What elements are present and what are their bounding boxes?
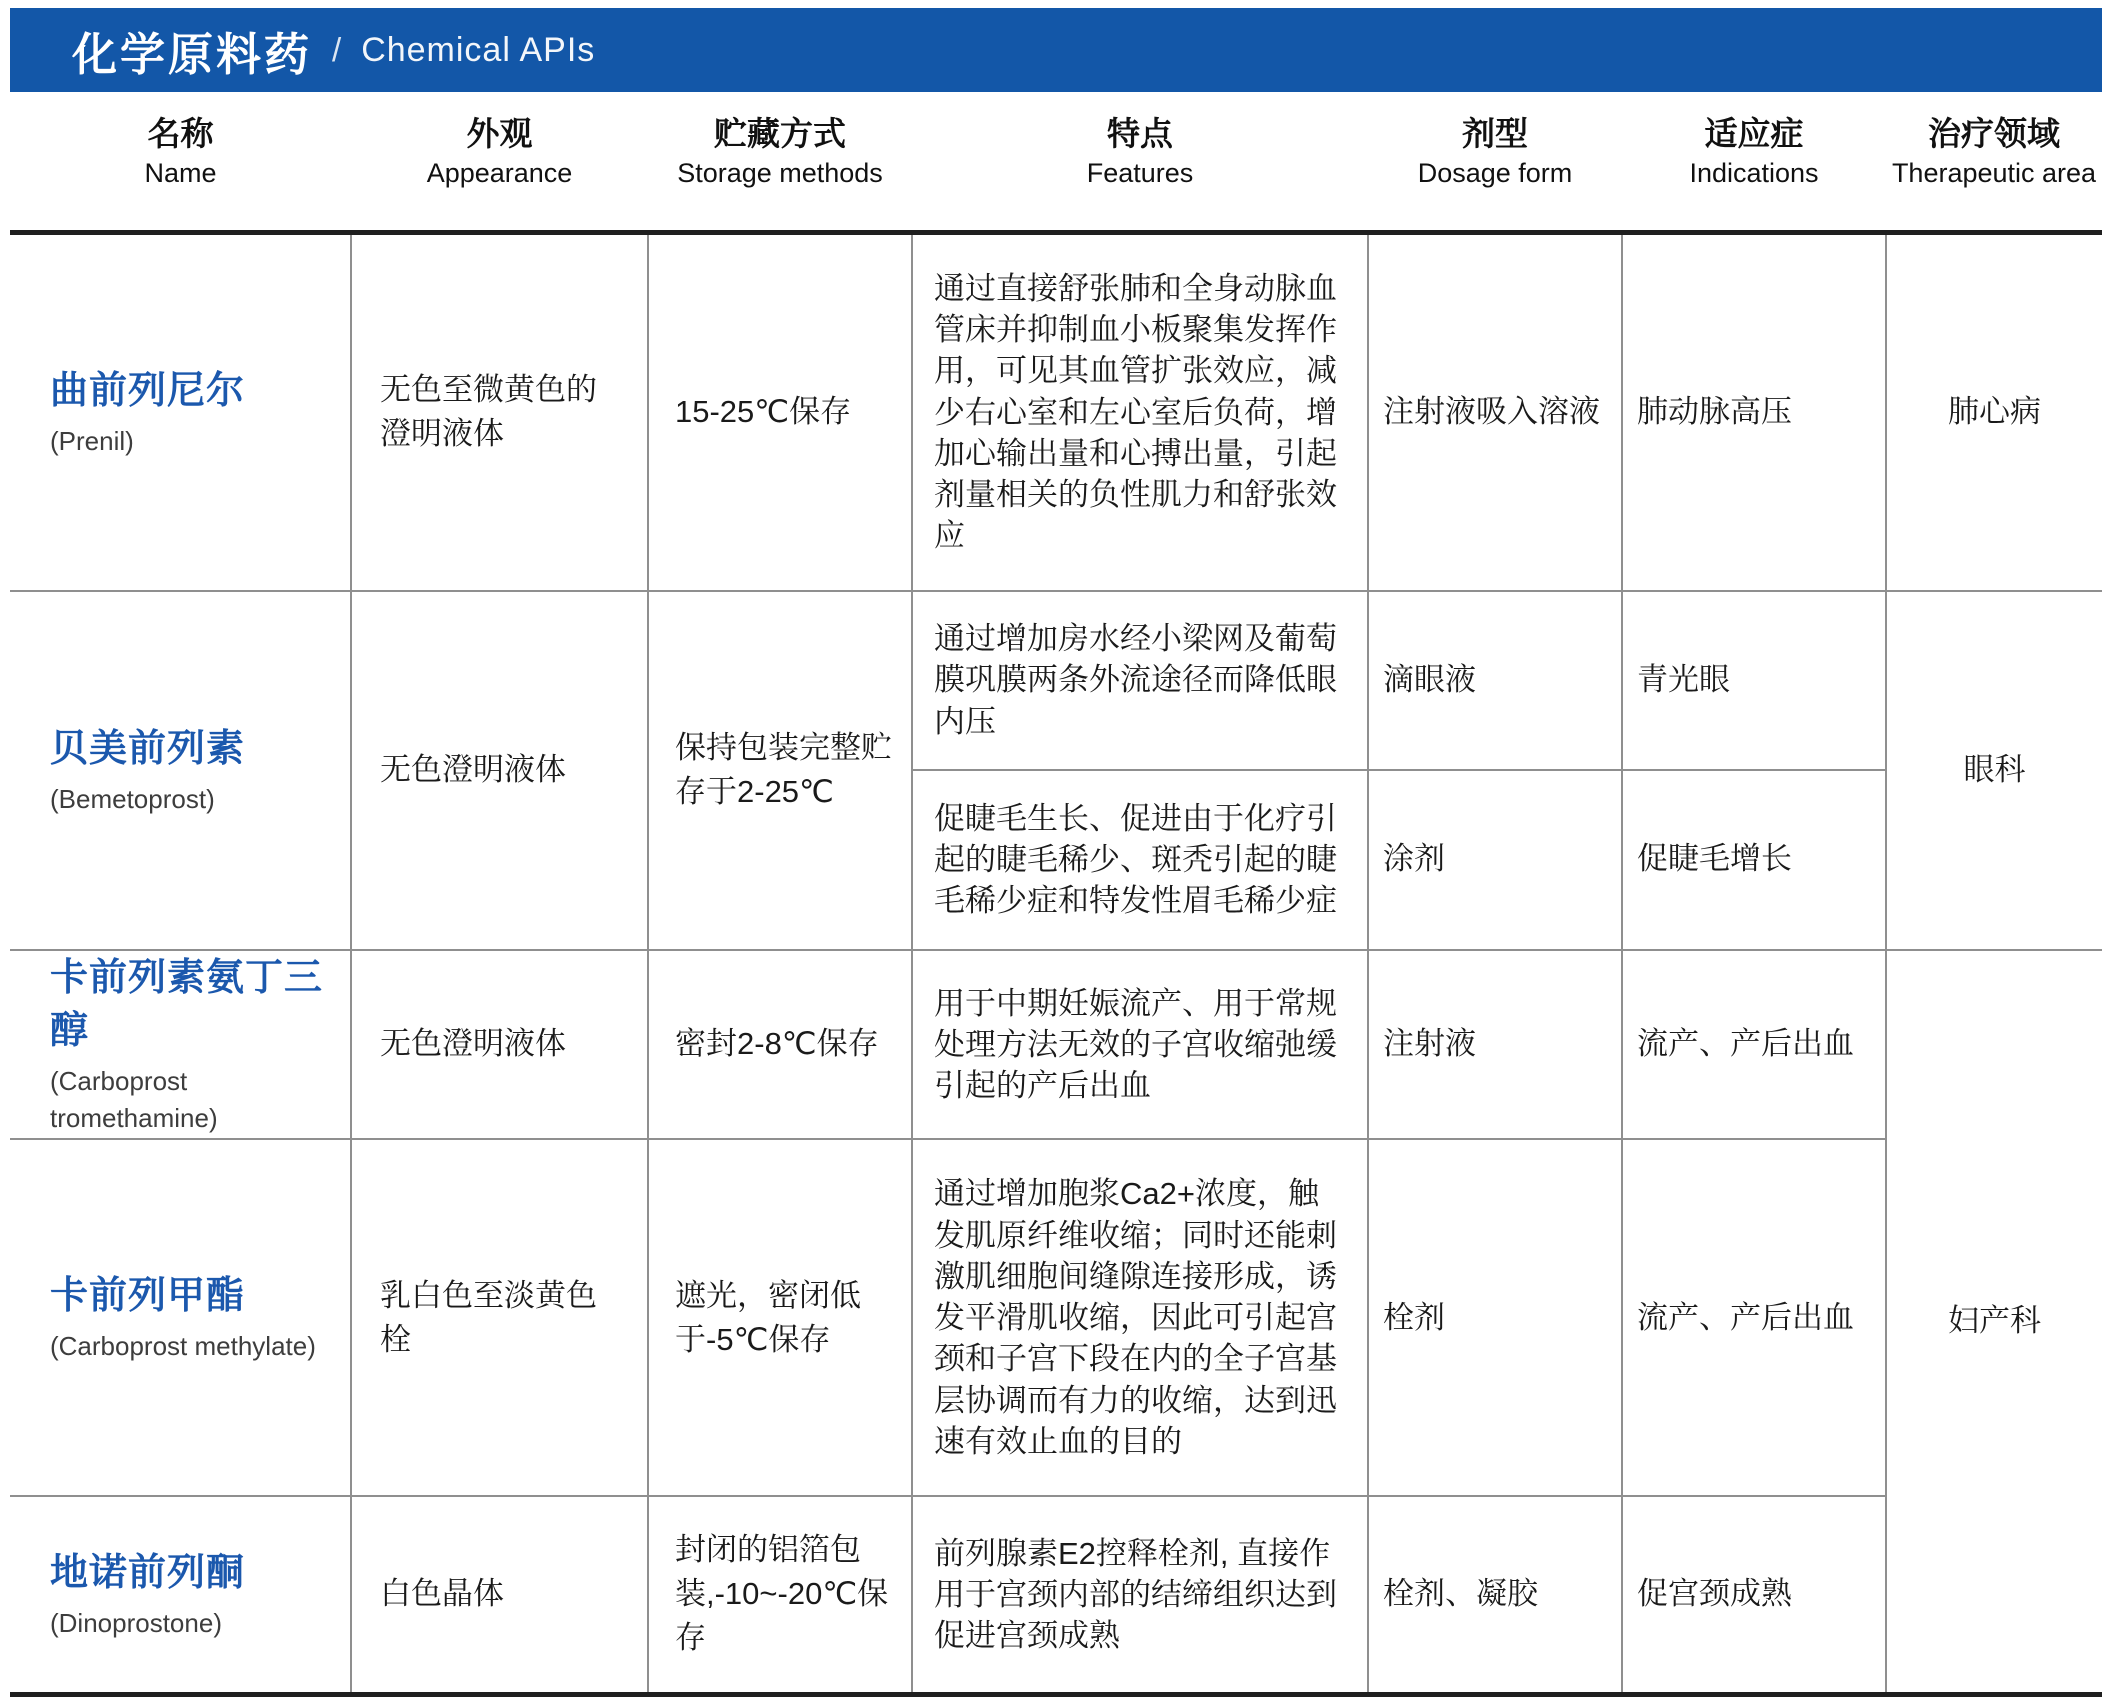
drug-name-en: (Dinoprostone) xyxy=(50,1607,222,1638)
banner-title-zh: 化学原料药 xyxy=(72,28,313,80)
cell-prenil-appearance: 无色至微黄色的澄明液体 xyxy=(351,233,648,591)
drug-name-zh: 贝美前列素 xyxy=(50,727,246,770)
cell-dinoprostone-indications: 促宫颈成熟 xyxy=(1622,1496,1886,1694)
cell-dinoprostone-name xyxy=(10,1496,351,1694)
column-header-indications-zh: 适应症 xyxy=(1704,115,1804,152)
cell-carboprost-tromethamine-name xyxy=(10,950,351,1140)
column-header-features-en: Features xyxy=(1086,158,1194,188)
drug-name-zh: 地诺前列酮 xyxy=(50,1552,246,1595)
column-header-name-zh: 名称 xyxy=(147,115,214,152)
column-header-storage-zh: 贮藏方式 xyxy=(714,115,846,152)
column-header-dosage-form xyxy=(1368,108,1622,230)
table-row-prenil xyxy=(10,233,2102,591)
cell-carboprost-methylate-features: 通过增加胞浆Ca2+浓度，触发肌原纤维收缩；同时还能刺激肌细胞间缝隙连接形成，诱发平滑肌收缩，因此可引起宫颈和子宫下段在内的全子宫基层协调而有力的收缩，达到迅速有效止血的目的 xyxy=(912,1139,1368,1496)
column-header-indications-en: Indications xyxy=(1689,158,1819,188)
column-header-name-en: Name xyxy=(144,158,217,188)
column-header-therapeutic-area-zh: 治疗领域 xyxy=(1928,115,2060,152)
column-header-features-zh: 特点 xyxy=(1107,115,1173,152)
cell-carboprost-methylate-storage: 遮光，密闭低于-5℃保存 xyxy=(648,1139,912,1496)
table-row-dinoprostone xyxy=(10,1496,2102,1694)
section-banner xyxy=(10,8,2102,92)
cell-bemetoprost-features-1: 通过增加房水经小梁网及葡萄膜巩膜两条外流途径而降低眼内压 xyxy=(912,591,1368,770)
drug-name-en: (Carboprost methylate) xyxy=(50,1331,316,1362)
banner-separator: / xyxy=(332,31,342,68)
cell-prenil-indications: 肺动脉高压 xyxy=(1622,233,1886,591)
cell-prenil-area: 肺心病 xyxy=(1886,233,2102,591)
cell-bemetoprost-dosage-1: 滴眼液 xyxy=(1368,591,1622,770)
column-header-row xyxy=(10,92,2102,230)
cell-carboprost-tromethamine-storage: 密封2-8℃保存 xyxy=(648,950,912,1140)
column-header-therapeutic-area xyxy=(1886,108,2102,230)
cell-bemetoprost-features-2: 促睫毛生长、促进由于化疗引起的睫毛稀少、斑秃引起的睫毛稀少症和特发性眉毛稀少症 xyxy=(912,770,1368,950)
banner-title-en: Chemical APIs xyxy=(361,30,596,69)
cell-carboprost-tromethamine-indications: 流产、产后出血 xyxy=(1622,950,1886,1140)
chemical-apis-table xyxy=(10,230,2102,1697)
column-header-therapeutic-area-en: Therapeutic area xyxy=(1891,158,2097,188)
drug-name-zh: 曲前列尼尔 xyxy=(50,369,246,412)
cell-carboprost-tromethamine-dosage: 注射液 xyxy=(1368,950,1622,1140)
cell-carboprost-tromethamine-features: 用于中期妊娠流产、用于常规处理方法无效的子宫收缩弛缓引起的产后出血 xyxy=(912,950,1368,1140)
column-header-appearance xyxy=(351,108,648,230)
column-header-storage-en: Storage methods xyxy=(677,158,883,188)
cell-carboprost-methylate-name xyxy=(10,1139,351,1496)
drug-name-zh: 卡前列素氨丁三醇 xyxy=(50,956,324,1053)
table-row-carboprost-tromethamine xyxy=(10,950,2102,1140)
drug-name-zh: 卡前列甲酯 xyxy=(50,1275,246,1318)
column-header-indications xyxy=(1622,108,1886,230)
cell-dinoprostone-features: 前列腺素E2控释栓剂, 直接作用于宫颈内部的结缔组织达到促进宫颈成熟 xyxy=(912,1496,1368,1694)
column-header-appearance-zh: 外观 xyxy=(466,115,533,152)
cell-carboprost-tromethamine-appearance: 无色澄明液体 xyxy=(351,950,648,1140)
cell-carboprost-methylate-dosage: 栓剂 xyxy=(1368,1139,1622,1496)
cell-dinoprostone-dosage: 栓剂、凝胶 xyxy=(1368,1496,1622,1694)
column-header-name xyxy=(10,108,351,230)
table-row-bemetoprost-1 xyxy=(10,591,2102,770)
cell-prenil-storage: 15-25℃保存 xyxy=(648,233,912,591)
cell-bemetoprost-storage: 保持包装完整贮存于2-25℃ xyxy=(648,591,912,950)
cell-bemetoprost-indications-2: 促睫毛增长 xyxy=(1622,770,1886,950)
cell-bemetoprost-appearance: 无色澄明液体 xyxy=(351,591,648,950)
cell-carboprost-methylate-appearance: 乳白色至淡黄色栓 xyxy=(351,1139,648,1496)
cell-prenil-dosage: 注射液吸入溶液 xyxy=(1368,233,1622,591)
cell-dinoprostone-appearance: 白色晶体 xyxy=(351,1496,648,1694)
cell-bemetoprost-name xyxy=(10,591,351,950)
drug-name-en: (Bemetoprost) xyxy=(50,783,215,814)
cell-bemetoprost-area: 眼科 xyxy=(1886,591,2102,950)
table-row-carboprost-methylate xyxy=(10,1139,2102,1496)
cell-dinoprostone-storage: 封闭的铝箔包装,-10~-20℃保存 xyxy=(648,1496,912,1694)
cell-prenil-features: 通过直接舒张肺和全身动脉血管床并抑制血小板聚集发挥作用，可见其血管扩张效应，减少右心室和左心室后负荷，增加心输出量和心搏出量，引起剂量相关的负性肌力和舒张效应 xyxy=(912,233,1368,591)
drug-name-en: (Carboprost tromethamine) xyxy=(50,1066,218,1134)
column-header-features xyxy=(912,108,1368,230)
cell-bemetoprost-indications-1: 青光眼 xyxy=(1622,591,1886,770)
column-header-appearance-en: Appearance xyxy=(426,158,573,188)
column-header-dosage-form-en: Dosage form xyxy=(1417,158,1573,188)
cell-bemetoprost-dosage-2: 涂剂 xyxy=(1368,770,1622,950)
cell-carboprost-methylate-indications: 流产、产后出血 xyxy=(1622,1139,1886,1496)
cell-prenil-name xyxy=(10,233,351,591)
cell-obstetrics-area: 妇产科 xyxy=(1886,950,2102,1695)
column-header-dosage-form-zh: 剂型 xyxy=(1462,115,1528,152)
drug-name-en: (Prenil) xyxy=(50,425,134,456)
column-header-storage xyxy=(648,108,912,230)
